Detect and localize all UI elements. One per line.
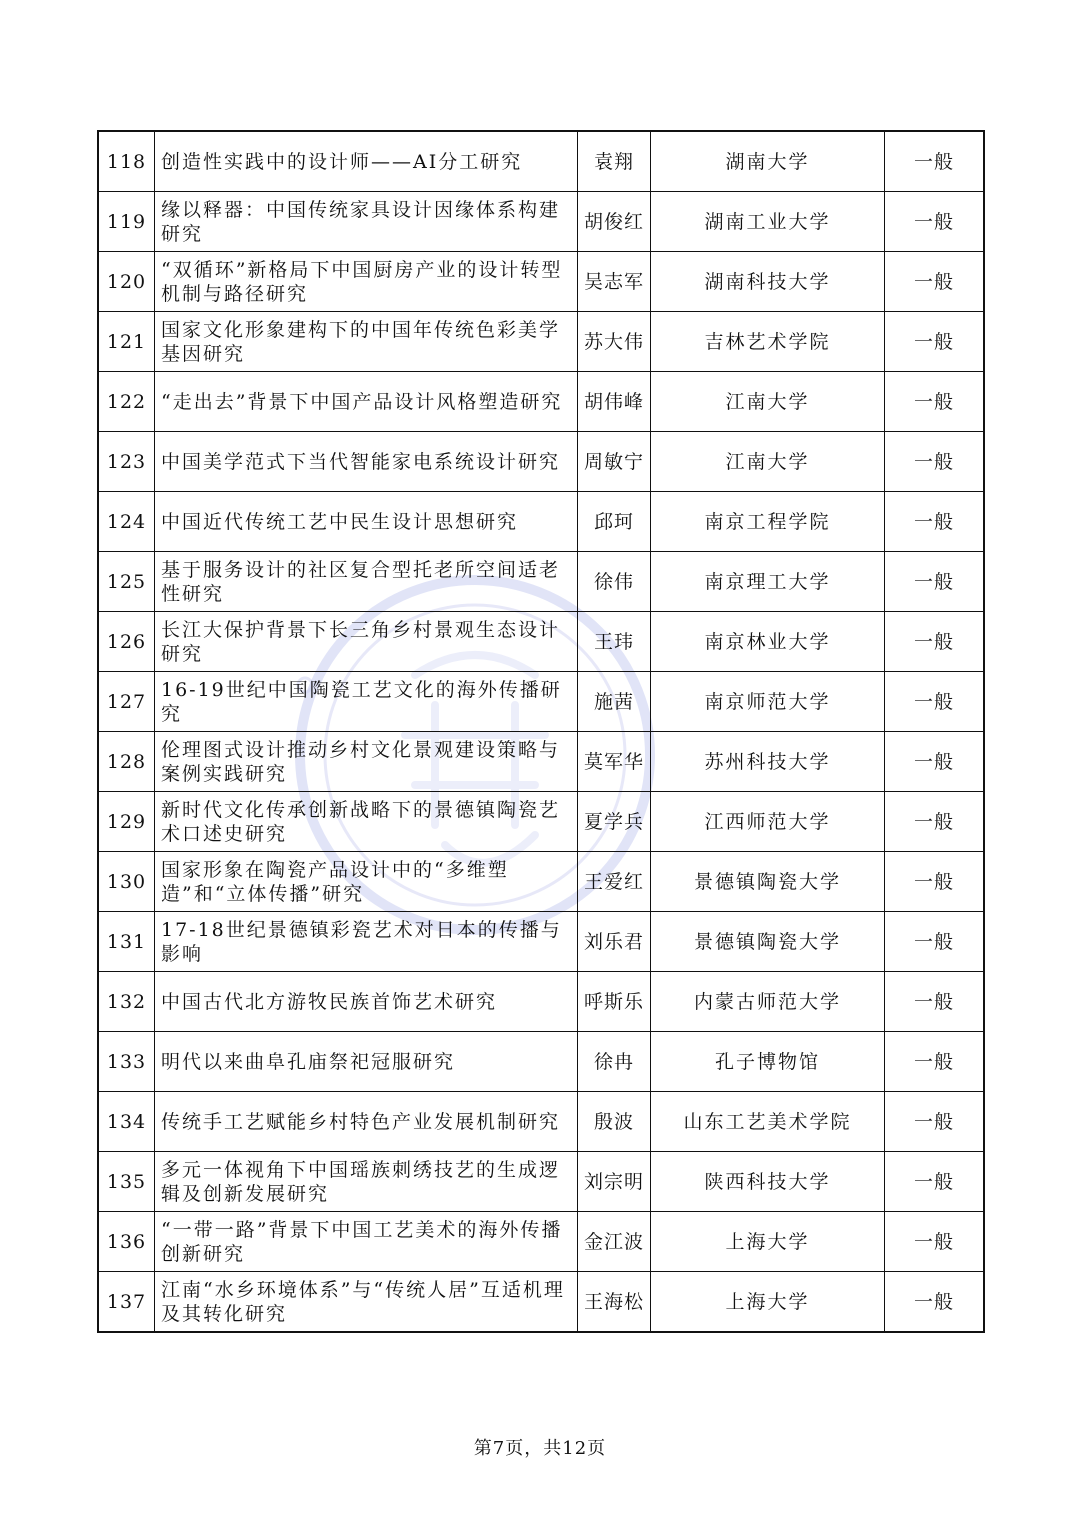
project-title-cell: 传统手工艺赋能乡村特色产业发展机制研究: [155, 1092, 578, 1152]
row-number-cell: 124: [98, 492, 155, 552]
category-cell: 一般: [885, 1092, 985, 1152]
project-title-cell: “双循环”新格局下中国厨房产业的设计转型机制与路径研究: [155, 252, 578, 312]
row-number-cell: 133: [98, 1032, 155, 1092]
table-row: [98, 1272, 984, 1333]
applicant-name-cell: 胡伟峰: [578, 372, 651, 432]
row-number-cell: 136: [98, 1212, 155, 1272]
row-number-cell: 122: [98, 372, 155, 432]
category-cell: 一般: [885, 672, 985, 732]
applicant-name-cell: 袁翔: [578, 131, 651, 192]
project-title-cell: 基于服务设计的社区复合型托老所空间适老性研究: [155, 552, 578, 612]
row-number-cell: 131: [98, 912, 155, 972]
project-table: [97, 130, 985, 1333]
institution-cell: 南京理工大学: [651, 552, 885, 612]
table-row: [98, 1092, 984, 1152]
row-number-cell: 119: [98, 192, 155, 252]
applicant-name-cell: 王海松: [578, 1272, 651, 1333]
table-row: [98, 552, 984, 612]
table-row: [98, 792, 984, 852]
project-title-cell: 伦理图式设计推动乡村文化景观建设策略与案例实践研究: [155, 732, 578, 792]
row-number-cell: 126: [98, 612, 155, 672]
institution-cell: 内蒙古师范大学: [651, 972, 885, 1032]
institution-cell: 山东工艺美术学院: [651, 1092, 885, 1152]
category-cell: 一般: [885, 912, 985, 972]
project-title-cell: 长江大保护背景下长三角乡村景观生态设计研究: [155, 612, 578, 672]
institution-cell: 苏州科技大学: [651, 732, 885, 792]
institution-cell: 江南大学: [651, 432, 885, 492]
project-title-cell: 江南“水乡环境体系”与“传统人居”互适机理及其转化研究: [155, 1272, 578, 1333]
applicant-name-cell: 苏大伟: [578, 312, 651, 372]
row-number-cell: 120: [98, 252, 155, 312]
row-number-cell: 134: [98, 1092, 155, 1152]
category-cell: 一般: [885, 492, 985, 552]
project-title-cell: 创造性实践中的设计师——AI分工研究: [155, 131, 578, 192]
category-cell: 一般: [885, 192, 985, 252]
table-row: [98, 912, 984, 972]
applicant-name-cell: 殷波: [578, 1092, 651, 1152]
institution-cell: 上海大学: [651, 1212, 885, 1272]
category-cell: 一般: [885, 372, 985, 432]
row-number-cell: 135: [98, 1152, 155, 1212]
applicant-name-cell: 王爱红: [578, 852, 651, 912]
category-cell: 一般: [885, 852, 985, 912]
row-number-cell: 137: [98, 1272, 155, 1333]
applicant-name-cell: 金江波: [578, 1212, 651, 1272]
project-title-cell: 中国古代北方游牧民族首饰艺术研究: [155, 972, 578, 1032]
row-number-cell: 128: [98, 732, 155, 792]
applicant-name-cell: 邱珂: [578, 492, 651, 552]
category-cell: 一般: [885, 792, 985, 852]
institution-cell: 湖南科技大学: [651, 252, 885, 312]
table-row: [98, 492, 984, 552]
category-cell: 一般: [885, 732, 985, 792]
project-title-cell: 17-18世纪景德镇彩瓷艺术对日本的传播与影响: [155, 912, 578, 972]
institution-cell: 上海大学: [651, 1272, 885, 1333]
table-row: [98, 612, 984, 672]
applicant-name-cell: 王玮: [578, 612, 651, 672]
applicant-name-cell: 刘乐君: [578, 912, 651, 972]
applicant-name-cell: 呼斯乐: [578, 972, 651, 1032]
applicant-name-cell: 徐冉: [578, 1032, 651, 1092]
row-number-cell: 123: [98, 432, 155, 492]
applicant-name-cell: 吴志军: [578, 252, 651, 312]
row-number-cell: 125: [98, 552, 155, 612]
category-cell: 一般: [885, 612, 985, 672]
category-cell: 一般: [885, 1152, 985, 1212]
institution-cell: 孔子博物馆: [651, 1032, 885, 1092]
applicant-name-cell: 徐伟: [578, 552, 651, 612]
table-row: [98, 1152, 984, 1212]
institution-cell: 陕西科技大学: [651, 1152, 885, 1212]
row-number-cell: 118: [98, 131, 155, 192]
institution-cell: 湖南大学: [651, 131, 885, 192]
category-cell: 一般: [885, 972, 985, 1032]
applicant-name-cell: 施茜: [578, 672, 651, 732]
project-title-cell: “走出去”背景下中国产品设计风格塑造研究: [155, 372, 578, 432]
table-row: [98, 1212, 984, 1272]
project-title-cell: 国家形象在陶瓷产品设计中的“多维塑造”和“立体传播”研究: [155, 852, 578, 912]
project-title-cell: 缘以释器：中国传统家具设计因缘体系构建研究: [155, 192, 578, 252]
project-title-cell: “一带一路”背景下中国工艺美术的海外传播创新研究: [155, 1212, 578, 1272]
institution-cell: 景德镇陶瓷大学: [651, 912, 885, 972]
project-title-cell: 16-19世纪中国陶瓷工艺文化的海外传播研究: [155, 672, 578, 732]
row-number-cell: 121: [98, 312, 155, 372]
category-cell: 一般: [885, 252, 985, 312]
project-title-cell: 国家文化形象建构下的中国年传统色彩美学基因研究: [155, 312, 578, 372]
category-cell: 一般: [885, 1272, 985, 1333]
table-row: [98, 131, 984, 192]
row-number-cell: 129: [98, 792, 155, 852]
applicant-name-cell: 夏学兵: [578, 792, 651, 852]
category-cell: 一般: [885, 312, 985, 372]
row-number-cell: 130: [98, 852, 155, 912]
table-row: [98, 372, 984, 432]
applicant-name-cell: 周敏宁: [578, 432, 651, 492]
project-title-cell: 中国美学范式下当代智能家电系统设计研究: [155, 432, 578, 492]
project-title-cell: 多元一体视角下中国瑶族刺绣技艺的生成逻辑及创新发展研究: [155, 1152, 578, 1212]
project-title-cell: 明代以来曲阜孔庙祭祀冠服研究: [155, 1032, 578, 1092]
applicant-name-cell: 莫军华: [578, 732, 651, 792]
project-title-cell: 中国近代传统工艺中民生设计思想研究: [155, 492, 578, 552]
table-row: [98, 852, 984, 912]
table-row: [98, 732, 984, 792]
category-cell: 一般: [885, 131, 985, 192]
table-row: [98, 972, 984, 1032]
applicant-name-cell: 胡俊红: [578, 192, 651, 252]
table-row: [98, 192, 984, 252]
institution-cell: 景德镇陶瓷大学: [651, 852, 885, 912]
table-row: [98, 432, 984, 492]
category-cell: 一般: [885, 432, 985, 492]
project-table-body: [98, 131, 984, 1332]
row-number-cell: 127: [98, 672, 155, 732]
institution-cell: 南京工程学院: [651, 492, 885, 552]
institution-cell: 南京师范大学: [651, 672, 885, 732]
institution-cell: 江南大学: [651, 372, 885, 432]
category-cell: 一般: [885, 1032, 985, 1092]
institution-cell: 湖南工业大学: [651, 192, 885, 252]
institution-cell: 江西师范大学: [651, 792, 885, 852]
project-title-cell: 新时代文化传承创新战略下的景德镇陶瓷艺术口述史研究: [155, 792, 578, 852]
institution-cell: 吉林艺术学院: [651, 312, 885, 372]
table-row: [98, 672, 984, 732]
table-row: [98, 252, 984, 312]
institution-cell: 南京林业大学: [651, 612, 885, 672]
applicant-name-cell: 刘宗明: [578, 1152, 651, 1212]
page-number: 第7页，共12页: [473, 1438, 607, 1459]
category-cell: 一般: [885, 1212, 985, 1272]
table-row: [98, 1032, 984, 1092]
row-number-cell: 132: [98, 972, 155, 1032]
category-cell: 一般: [885, 552, 985, 612]
table-row: [98, 312, 984, 372]
